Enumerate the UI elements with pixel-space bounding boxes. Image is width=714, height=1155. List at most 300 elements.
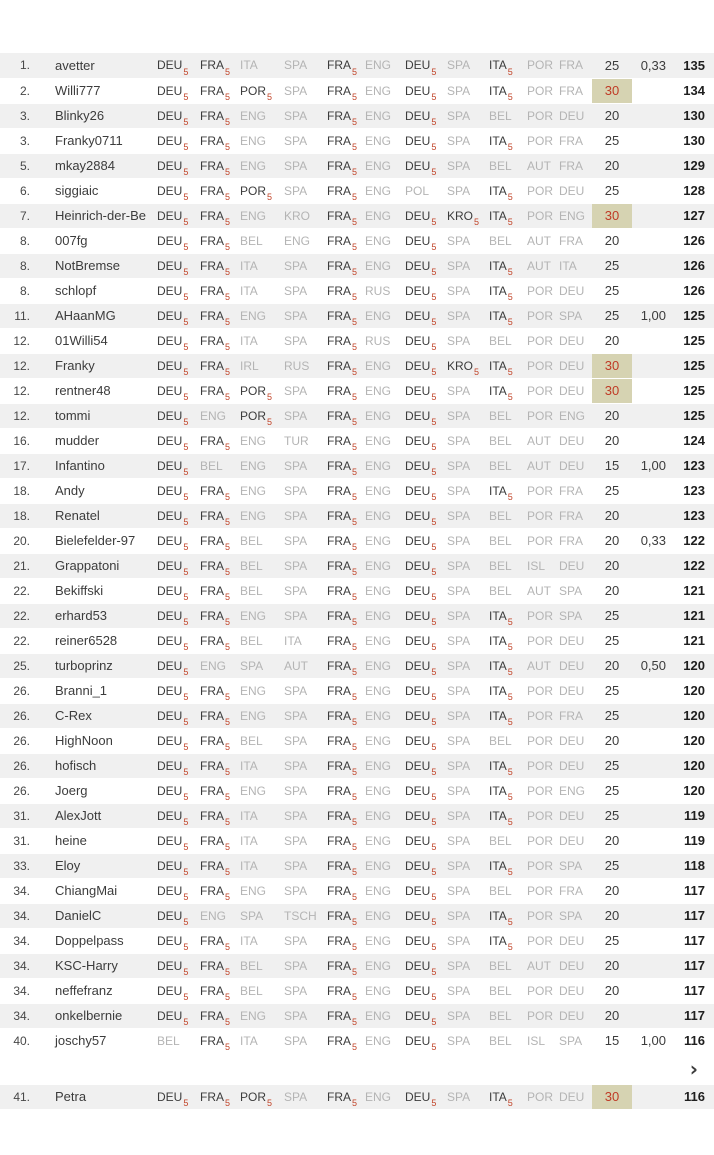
- country-code: ISL: [527, 1033, 546, 1048]
- country-code: FRA: [200, 633, 224, 648]
- rank-cell: 34.: [0, 953, 40, 978]
- pick-cell: [282, 928, 325, 953]
- username-link[interactable]: rentner48: [55, 383, 111, 398]
- pick-points-subscript: 5: [431, 791, 437, 802]
- country-code: DEU: [405, 383, 431, 398]
- pick-cell: [325, 653, 363, 678]
- country-code: FRA: [327, 608, 351, 623]
- pick-cell: [487, 753, 525, 778]
- country-code: DEU: [405, 958, 431, 973]
- matchday-points-cell: 25: [592, 678, 632, 703]
- pick-points-subscript: 5: [225, 116, 231, 127]
- country-code: FRA: [200, 1089, 224, 1104]
- pick-cell: [325, 903, 363, 928]
- rank-cell: 40.: [0, 1028, 40, 1053]
- country-code: DEU: [405, 758, 431, 773]
- username-link[interactable]: reiner6528: [55, 633, 118, 648]
- matchday-points-cell: 20: [592, 828, 632, 853]
- pick-cell: [282, 203, 325, 228]
- pick-points-subscript: 5: [352, 291, 358, 302]
- pick-cell: [525, 478, 557, 503]
- username-cell: [40, 603, 155, 628]
- quota-cell: [632, 203, 672, 228]
- pick-points-subscript: 5: [183, 916, 189, 927]
- username-link[interactable]: joschy57: [55, 1033, 107, 1048]
- pick-points-subscript: 5: [352, 966, 358, 977]
- country-code: FRA: [200, 758, 224, 773]
- total-points-cell: 118: [672, 853, 714, 878]
- pick-cell: [155, 528, 198, 553]
- country-code: FRA: [327, 958, 351, 973]
- country-code: FRA: [200, 383, 224, 398]
- country-code: DEU: [157, 108, 183, 123]
- country-code: FRA: [200, 858, 224, 873]
- country-code: POR: [527, 183, 554, 198]
- matchday-points-cell: 30: [592, 203, 632, 228]
- pick-cell: [155, 203, 198, 228]
- pick-cell: [487, 728, 525, 753]
- country-code: POR: [527, 333, 554, 348]
- rank-cell: 31.: [0, 803, 40, 828]
- pick-cell: [198, 353, 238, 378]
- country-code: ENG: [365, 783, 392, 798]
- country-code: DEU: [405, 83, 431, 98]
- pick-cell: [155, 828, 198, 853]
- pick-cell: [557, 478, 592, 503]
- pick-points-subscript: 5: [352, 641, 358, 652]
- username-link[interactable]: avetter: [55, 57, 95, 73]
- country-code: DEU: [405, 908, 431, 923]
- username-link[interactable]: Branni_1: [55, 683, 108, 698]
- pick-cell: [557, 378, 592, 403]
- username-link[interactable]: mkay2884: [55, 158, 115, 173]
- country-code: DEU: [559, 183, 585, 198]
- country-code: SPA: [284, 1033, 308, 1048]
- pick-cell: [325, 1003, 363, 1028]
- pick-cell: [155, 728, 198, 753]
- pick-cell: [363, 628, 403, 653]
- quota-cell: [632, 328, 672, 353]
- country-code: SPA: [284, 183, 308, 198]
- pick-cell: [282, 628, 325, 653]
- pick-points-subscript: 5: [183, 191, 189, 202]
- country-code: BEL: [489, 1008, 512, 1023]
- username-link[interactable]: AHaanMG: [55, 308, 116, 323]
- country-code: FRA: [200, 558, 224, 573]
- country-code: BEL: [489, 558, 512, 573]
- pick-points-subscript: 5: [183, 316, 189, 327]
- country-code: ITA: [240, 933, 258, 948]
- pick-cell: [198, 978, 238, 1003]
- country-code: DEU: [157, 333, 183, 348]
- total-points-cell: 126: [672, 253, 714, 278]
- quota-cell: [632, 378, 672, 403]
- pick-cell: [155, 978, 198, 1003]
- pick-cell: [198, 153, 238, 178]
- username-link[interactable]: 007fg: [55, 233, 88, 248]
- pick-cell: [487, 503, 525, 528]
- username-link[interactable]: Bekiffski: [55, 583, 104, 598]
- country-code: DEU: [157, 633, 183, 648]
- country-code: DEU: [405, 658, 431, 673]
- pick-points-subscript: 5: [507, 941, 513, 952]
- country-code: FRA: [200, 733, 224, 748]
- country-code: DEU: [559, 958, 585, 973]
- pick-cell: [557, 603, 592, 628]
- country-code: POR: [527, 83, 554, 98]
- pick-points-subscript: 5: [352, 216, 358, 227]
- table-row: [0, 228, 714, 253]
- table-row: [0, 103, 714, 128]
- pick-points-subscript: 5: [183, 641, 189, 652]
- pick-cell: [487, 653, 525, 678]
- country-code: POR: [240, 83, 267, 98]
- quota-cell: [632, 603, 672, 628]
- country-code: BEL: [240, 958, 263, 973]
- country-code: FRA: [327, 208, 351, 223]
- username-cell: [40, 328, 155, 353]
- country-code: ENG: [365, 483, 392, 498]
- pick-cell: [403, 78, 445, 103]
- country-code: SPA: [447, 333, 471, 348]
- country-code: DEU: [405, 258, 431, 273]
- pick-points-subscript: 5: [183, 66, 189, 77]
- rank-cell: 26.: [0, 753, 40, 778]
- username-link[interactable]: siggiaic: [55, 183, 99, 198]
- pick-cell: [155, 453, 198, 478]
- total-points-cell: 130: [672, 128, 714, 153]
- username-link[interactable]: ChiangMai: [55, 883, 118, 898]
- pick-points-subscript: 5: [431, 466, 437, 477]
- pick-points-subscript: 5: [507, 716, 513, 727]
- table-row: [0, 653, 714, 678]
- pick-cell: [282, 778, 325, 803]
- pick-cell: [155, 78, 198, 103]
- pick-points-subscript: 5: [352, 91, 358, 102]
- country-code: FRA: [200, 183, 224, 198]
- pick-cell: [282, 303, 325, 328]
- username-link[interactable]: DanielC: [55, 908, 102, 923]
- pick-cell: [325, 128, 363, 153]
- username-link[interactable]: Renatel: [55, 508, 100, 523]
- country-code: AUT: [527, 658, 551, 673]
- username-link[interactable]: Grappatoni: [55, 558, 120, 573]
- username-link[interactable]: hofisch: [55, 758, 97, 773]
- standings-table: [0, 53, 714, 1054]
- country-code: DEU: [405, 433, 431, 448]
- country-code: DEU: [157, 133, 183, 148]
- username-cell: [40, 778, 155, 803]
- matchday-points-cell: 20: [592, 578, 632, 603]
- quota-cell: [632, 728, 672, 753]
- pick-cell: [325, 378, 363, 403]
- country-code: SPA: [447, 783, 471, 798]
- pick-cell: [198, 853, 238, 878]
- pick-cell: [363, 303, 403, 328]
- pick-cell: [487, 78, 525, 103]
- pick-cell: [445, 753, 487, 778]
- pick-cell: [557, 1028, 592, 1053]
- country-code: FRA: [327, 1008, 351, 1023]
- pick-points-subscript: 5: [431, 941, 437, 952]
- country-code: DEU: [157, 958, 183, 973]
- username-link[interactable]: neffefranz: [55, 983, 113, 998]
- pick-cell: [363, 103, 403, 128]
- username-link[interactable]: Willi777: [55, 83, 101, 98]
- table-row: [0, 703, 714, 728]
- country-code: BEL: [489, 883, 512, 898]
- country-code: FRA: [327, 133, 351, 148]
- country-code: SPA: [284, 958, 308, 973]
- country-code: SPA: [284, 683, 308, 698]
- country-code: ENG: [365, 458, 392, 473]
- pick-cell: [445, 878, 487, 903]
- username-link[interactable]: AlexJott: [55, 808, 102, 823]
- username-link[interactable]: turboprinz: [55, 658, 113, 673]
- country-code: SPA: [284, 483, 308, 498]
- username-link[interactable]: Franky: [55, 358, 95, 373]
- username-link[interactable]: Andy: [55, 483, 85, 498]
- quota-cell: [632, 1085, 672, 1110]
- chevron-right-icon: ›: [689, 1057, 698, 1081]
- country-code: DEU: [405, 333, 431, 348]
- pick-cell: [325, 703, 363, 728]
- country-code: POR: [527, 808, 554, 823]
- total-points-cell: 125: [672, 328, 714, 353]
- pick-points-subscript: 5: [183, 591, 189, 602]
- pick-points-subscript: 5: [352, 591, 358, 602]
- username-link[interactable]: NotBremse: [55, 258, 121, 273]
- pick-cell: [525, 203, 557, 228]
- country-code: FRA: [327, 983, 351, 998]
- pick-cell: [525, 453, 557, 478]
- username-link[interactable]: HighNoon: [55, 733, 113, 748]
- matchday-points-cell: 30: [592, 1085, 632, 1110]
- pick-cell: [403, 153, 445, 178]
- country-code: FRA: [559, 158, 583, 173]
- pick-cell: [325, 603, 363, 628]
- username-link[interactable]: heine: [55, 833, 87, 848]
- rank-cell: 7.: [0, 203, 40, 228]
- country-code: ENG: [365, 308, 392, 323]
- username-link[interactable]: mudder: [55, 433, 100, 448]
- country-code: BEL: [489, 408, 512, 423]
- pick-cell: [325, 353, 363, 378]
- quota-cell: [632, 578, 672, 603]
- pick-points-subscript: 5: [183, 341, 189, 352]
- country-code: SPA: [284, 83, 308, 98]
- pick-points-subscript: 5: [183, 666, 189, 677]
- pick-cell: [403, 728, 445, 753]
- country-code: POR: [527, 633, 554, 648]
- rank-cell: 34.: [0, 978, 40, 1003]
- matchday-points-cell: 25: [592, 178, 632, 203]
- username-link[interactable]: Doppelpass: [55, 933, 124, 948]
- username-link[interactable]: Infantino: [55, 458, 105, 473]
- pick-points-subscript: 5: [507, 366, 513, 377]
- username-link[interactable]: erhard53: [55, 608, 108, 623]
- username-link[interactable]: C-Rex: [55, 708, 92, 723]
- pick-cell: [445, 803, 487, 828]
- total-points-cell: 120: [672, 653, 714, 678]
- pick-points-subscript: 5: [352, 366, 358, 377]
- country-code: SPA: [447, 258, 471, 273]
- pick-cell: [403, 828, 445, 853]
- pick-cell: [445, 953, 487, 978]
- pick-cell: [525, 953, 557, 978]
- pick-cell: [363, 678, 403, 703]
- username-link[interactable]: Eloy: [55, 858, 81, 873]
- pick-cell: [525, 978, 557, 1003]
- username-link[interactable]: Petra: [55, 1089, 87, 1105]
- country-code: SPA: [447, 183, 471, 198]
- username-link[interactable]: Franky0711: [55, 133, 123, 148]
- pick-points-subscript: 5: [225, 166, 231, 177]
- country-code: ENG: [240, 683, 267, 698]
- pick-cell: [557, 528, 592, 553]
- matchday-points-cell: 20: [592, 553, 632, 578]
- pick-cell: [445, 1003, 487, 1028]
- pick-cell: [557, 278, 592, 303]
- pick-points-subscript: 5: [225, 816, 231, 827]
- pick-cell: [557, 178, 592, 203]
- country-code: ENG: [365, 583, 392, 598]
- pick-cell: [525, 253, 557, 278]
- pick-cell: [198, 753, 238, 778]
- country-code: BEL: [240, 983, 263, 998]
- username-link[interactable]: Joerg: [55, 783, 88, 798]
- username-link[interactable]: Bielefelder-97: [55, 533, 136, 548]
- pick-cell: [445, 578, 487, 603]
- pick-points-subscript: 5: [183, 166, 189, 177]
- pick-cell: [363, 778, 403, 803]
- username-cell: [40, 478, 155, 503]
- pick-cell: [487, 203, 525, 228]
- country-code: SPA: [447, 508, 471, 523]
- pick-cell: [445, 528, 487, 553]
- rank-cell: 6.: [0, 178, 40, 203]
- total-points-cell: 122: [672, 553, 714, 578]
- username-link[interactable]: Blinky26: [55, 108, 105, 123]
- username-link[interactable]: KSC-Harry: [55, 958, 118, 973]
- pick-points-subscript: 5: [431, 1041, 437, 1052]
- username-link[interactable]: schlopf: [55, 283, 97, 298]
- pick-points-subscript: 5: [225, 1098, 231, 1109]
- matchday-points-cell: 30: [592, 353, 632, 378]
- pick-points-subscript: 5: [225, 516, 231, 527]
- country-code: FRA: [200, 333, 224, 348]
- quota-cell: [632, 778, 672, 803]
- country-code: FRA: [327, 508, 351, 523]
- country-code: POR: [527, 783, 554, 798]
- next-page-button[interactable]: [690, 1059, 698, 1079]
- pick-points-subscript: 5: [431, 966, 437, 977]
- username-cell: [40, 703, 155, 728]
- pick-cell: [282, 578, 325, 603]
- username-cell: [40, 278, 155, 303]
- rank-cell: 12.: [0, 328, 40, 353]
- pick-cell: [525, 1003, 557, 1028]
- total-points-cell: 130: [672, 103, 714, 128]
- pick-cell: [238, 353, 282, 378]
- country-code: FRA: [327, 83, 351, 98]
- matchday-points-cell: 20: [592, 428, 632, 453]
- pick-points-subscript: 5: [507, 641, 513, 652]
- country-code: ITA: [240, 333, 258, 348]
- pick-cell: [487, 903, 525, 928]
- pick-cell: [238, 453, 282, 478]
- quota-cell: [632, 153, 672, 178]
- country-code: DEU: [405, 108, 431, 123]
- pick-points-subscript: 5: [352, 691, 358, 702]
- total-points-cell: 120: [672, 778, 714, 803]
- pick-cell: [445, 403, 487, 428]
- pick-points-subscript: 5: [431, 991, 437, 1002]
- pick-cell: [325, 828, 363, 853]
- country-code: ENG: [365, 408, 392, 423]
- pick-cell: [445, 553, 487, 578]
- pick-points-subscript: 5: [431, 741, 437, 752]
- country-code: SPA: [284, 808, 308, 823]
- country-code: ITA: [489, 633, 507, 648]
- pick-cell: [445, 703, 487, 728]
- pick-cell: [198, 678, 238, 703]
- table-row: [0, 903, 714, 928]
- pick-points-subscript: 5: [431, 441, 437, 452]
- country-code: FRA: [327, 183, 351, 198]
- pick-cell: [282, 128, 325, 153]
- pick-points-subscript: 5: [507, 141, 513, 152]
- country-code: RUS: [284, 358, 310, 373]
- pick-cell: [198, 803, 238, 828]
- country-code: FRA: [200, 208, 224, 223]
- username-cell: [40, 1028, 155, 1053]
- pick-cell: [525, 428, 557, 453]
- country-code: FRA: [327, 383, 351, 398]
- username-link[interactable]: Heinrich-der-Be: [55, 208, 147, 223]
- pick-cell: [155, 678, 198, 703]
- country-code: SPA: [559, 308, 583, 323]
- username-link[interactable]: 01Willi54: [55, 333, 108, 348]
- country-code: DEU: [405, 733, 431, 748]
- username-link[interactable]: tommi: [55, 408, 91, 423]
- pick-cell: [282, 703, 325, 728]
- country-code: SPA: [284, 608, 308, 623]
- pick-cell: [282, 453, 325, 478]
- pick-cell: [282, 478, 325, 503]
- pick-cell: [155, 128, 198, 153]
- pick-cell: [403, 378, 445, 403]
- pick-points-subscript: 5: [183, 91, 189, 102]
- username-link[interactable]: onkelbernie: [55, 1008, 123, 1023]
- country-code: ITA: [489, 308, 507, 323]
- pick-cell: [198, 703, 238, 728]
- country-code: ENG: [240, 433, 267, 448]
- pick-cell: [282, 253, 325, 278]
- pick-cell: [557, 628, 592, 653]
- total-points-cell: 120: [672, 703, 714, 728]
- country-code: FRA: [200, 308, 224, 323]
- pick-cell: [445, 603, 487, 628]
- username-cell: [40, 228, 155, 253]
- country-code: BEL: [240, 733, 263, 748]
- quota-cell: [632, 553, 672, 578]
- country-code: SPA: [284, 458, 308, 473]
- country-code: AUT: [527, 258, 551, 273]
- pick-cell: [238, 178, 282, 203]
- pick-cell: [525, 878, 557, 903]
- country-code: ENG: [200, 658, 227, 673]
